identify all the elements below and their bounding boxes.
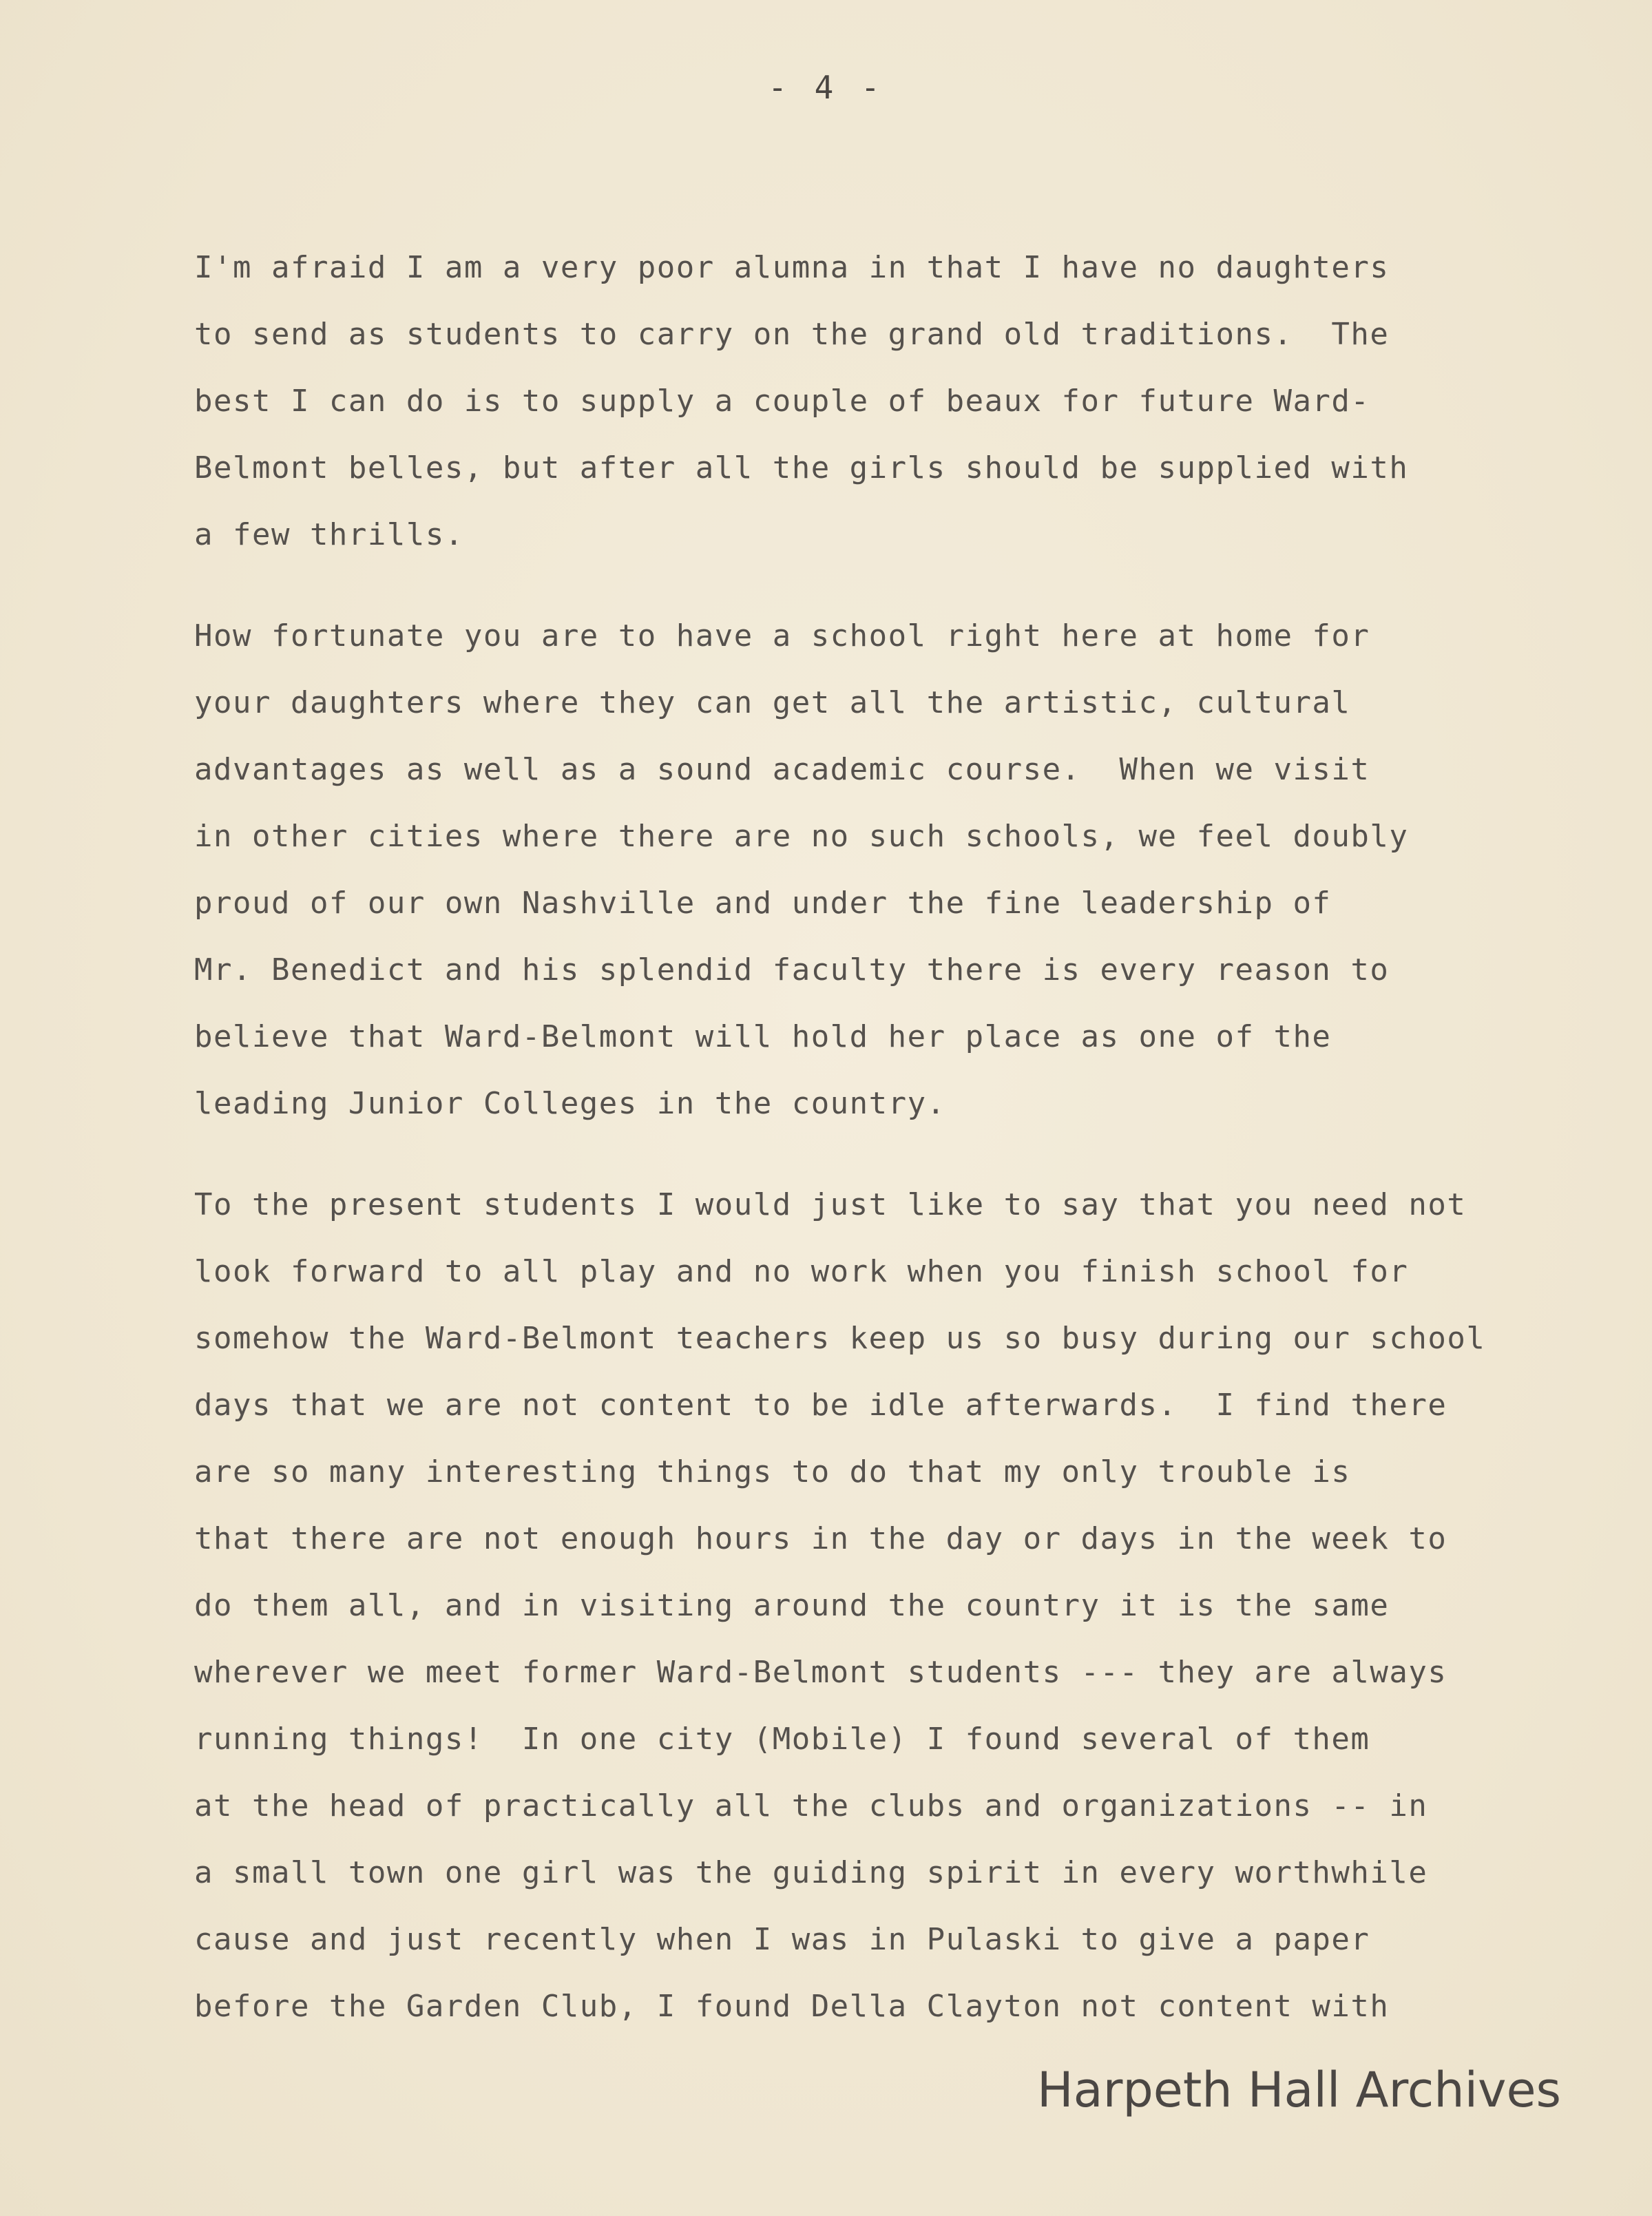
text-line: look forward to all play and no work when you finish school for [194, 1254, 1409, 1289]
text-line: in other cities where there are no such schools, we feel doubly [194, 819, 1409, 854]
text-line: Mr. Benedict and his splendid faculty there is every reason to [194, 952, 1390, 987]
text-line: best I can do is to supply a couple of beaux for future Ward- [194, 384, 1370, 419]
text-line: To the present students I would just like to say that you need not [194, 1187, 1467, 1222]
text-line: running things! In one city (Mobile) I found several of them [194, 1722, 1370, 1757]
text-line: do them all, and in visiting around the country it is the same [194, 1588, 1390, 1623]
text-line: days that we are not content to be idle afterwards. I find there [194, 1388, 1447, 1423]
text-line: leading Junior Colleges in the country. [194, 1086, 946, 1121]
text-line: proud of our own Nashville and under the fine leadership of [194, 886, 1332, 921]
text-line: a small town one girl was the guiding spirit in every worthwhile [194, 1855, 1428, 1890]
letter-body [194, 234, 1571, 2074]
paragraph-1 [194, 234, 1571, 568]
text-line: your daughters where they can get all the artistic, cultural [194, 685, 1351, 720]
text-line: I'm afraid I am a very poor alumna in that I have no daughters [194, 250, 1390, 285]
text-line: cause and just recently when I was in Pulaski to give a paper [194, 1922, 1370, 1957]
text-line: are so many interesting things to do that my only trouble is [194, 1454, 1351, 1489]
text-line: before the Garden Club, I found Della Clayton not content with [194, 1989, 1390, 2024]
paragraph-3 [194, 1171, 1571, 2040]
text-line: somehow the Ward-Belmont teachers keep us so busy during our school [194, 1321, 1486, 1356]
archive-watermark: Harpeth Hall Archives [1037, 2062, 1561, 2118]
text-line: to send as students to carry on the grand old traditions. The [194, 317, 1390, 352]
text-line: advantages as well as a sound academic course. When we visit [194, 752, 1370, 787]
text-line: at the head of practically all the clubs and organizations -- in [194, 1788, 1428, 1823]
text-line: wherever we meet former Ward-Belmont students --- they are always [194, 1655, 1447, 1690]
paragraph-2 [194, 603, 1571, 1137]
text-line: Belmont belles, but after all the girls should be supplied with [194, 450, 1409, 485]
text-line: that there are not enough hours in the day or days in the week to [194, 1521, 1447, 1556]
text-line: believe that Ward-Belmont will hold her place as one of the [194, 1019, 1332, 1054]
page-number: - 4 - [768, 69, 884, 106]
text-line: How fortunate you are to have a school right here at home for [194, 618, 1370, 654]
text-line: a few thrills. [194, 517, 464, 552]
